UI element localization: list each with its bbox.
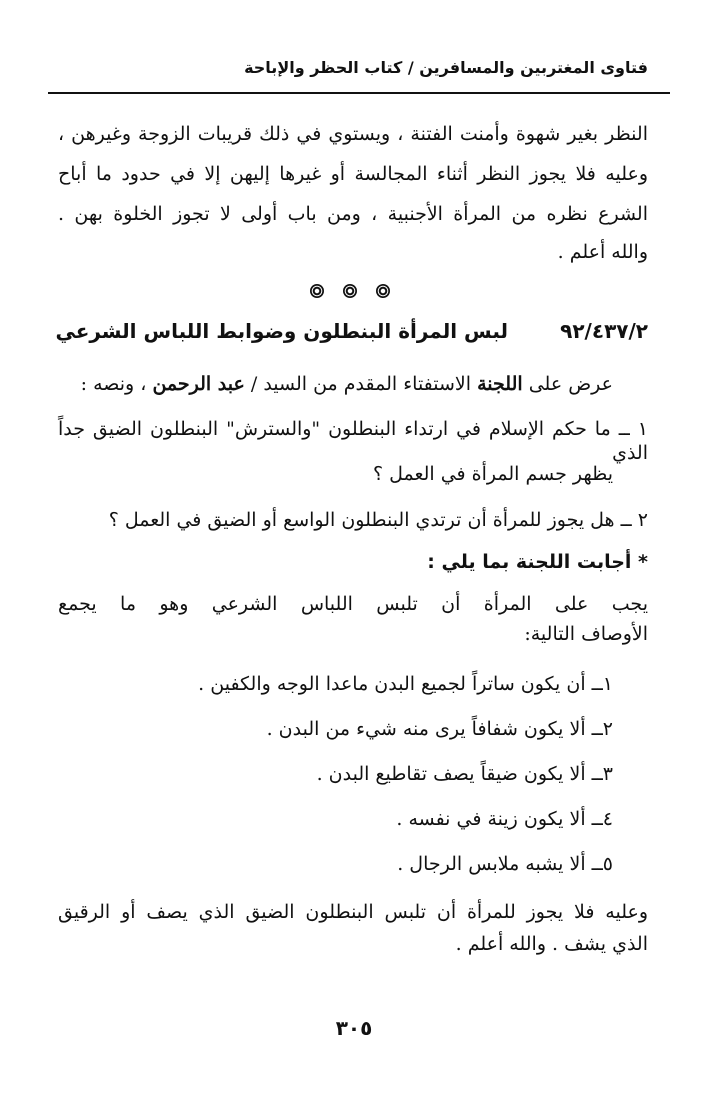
- conclusion-line-2: الذي يشف . والله أعلم .: [455, 933, 648, 955]
- page-number: ٣٠٥: [335, 1016, 373, 1040]
- sender-name: عبد الرحمن: [152, 373, 245, 395]
- intro-line-3: الشرع نظره من المرأة الأجنبية ، ومن باب أولى لا تجوز الخلوة بهن .: [58, 203, 648, 225]
- presented-middle: الاستفتاء المقدم من السيد /: [250, 373, 472, 395]
- ornament-icon: [343, 284, 357, 298]
- ornament-icon: [310, 284, 324, 298]
- condition-5: ٥ــ ألا يشبه ملابس الرجال .: [397, 853, 613, 875]
- intro-line-1: النظر بغير شهوة وأمنت الفتنة ، ويستوي في ذلك قريبات الزوجة وغيرهن ،: [58, 123, 648, 145]
- presented-suffix: ، ونصه :: [80, 373, 147, 395]
- conclusion-line-1: وعليه فلا يجوز للمرأة أن تلبس البنطلون الضيق الذي يصف أو الرقيق: [58, 901, 648, 923]
- section-ornament: [310, 284, 390, 298]
- presented-line: [81, 372, 613, 396]
- header-rule: [48, 92, 670, 94]
- answer-heading: * أجابت اللجنة بما يلي :: [427, 551, 648, 573]
- question-1-line-2: يظهر جسم المرأة في العمل ؟: [372, 463, 613, 485]
- condition-4: ٤ــ ألا يكون زينة في نفسه .: [396, 808, 613, 830]
- ornament-icon: [376, 284, 390, 298]
- condition-2: ٢ــ ألا يكون شفافاً يرى منه شيء من البدن .: [266, 718, 613, 740]
- question-2: ٢ ــ هل يجوز للمرأة أن ترتدي البنطلون الواسع أو الضيق في العمل ؟: [108, 509, 648, 531]
- question-1-line-1: ١ ــ ما حكم الإسلام في ارتداء البنطلون "والسترش" البنطلون الضيق جداً الذي: [58, 418, 648, 464]
- condition-1: ١ــ أن يكون ساتراً لجميع البدن ماعدا الوجه والكفين .: [198, 673, 613, 695]
- answer-line-2: الأوصاف التالية:: [524, 623, 648, 645]
- presented-prefix: عرض على: [528, 373, 613, 395]
- fatwa-number: ٩٢/٤٣٧/٢: [560, 319, 648, 343]
- intro-line-4: والله أعلم .: [557, 241, 648, 263]
- fatwa-title: لبس المرأة البنطلون وضوابط اللباس الشرعي: [55, 319, 508, 343]
- committee-name: اللجنة: [477, 373, 523, 395]
- intro-line-2: وعليه فلا يجوز النظر أثناء المجالسة أو غيرها إليهن إلا في حدود ما أباح: [58, 163, 648, 185]
- condition-3: ٣ــ ألا يكون ضيقاً يصف تقاطيع البدن .: [316, 763, 613, 785]
- running-header: فتاوى المغتربين والمسافرين / كتاب الحظر والإباحة: [244, 58, 648, 77]
- answer-line-1: يجب على المرأة أن تلبس اللباس الشرعي وهو ما يجمع: [58, 593, 648, 615]
